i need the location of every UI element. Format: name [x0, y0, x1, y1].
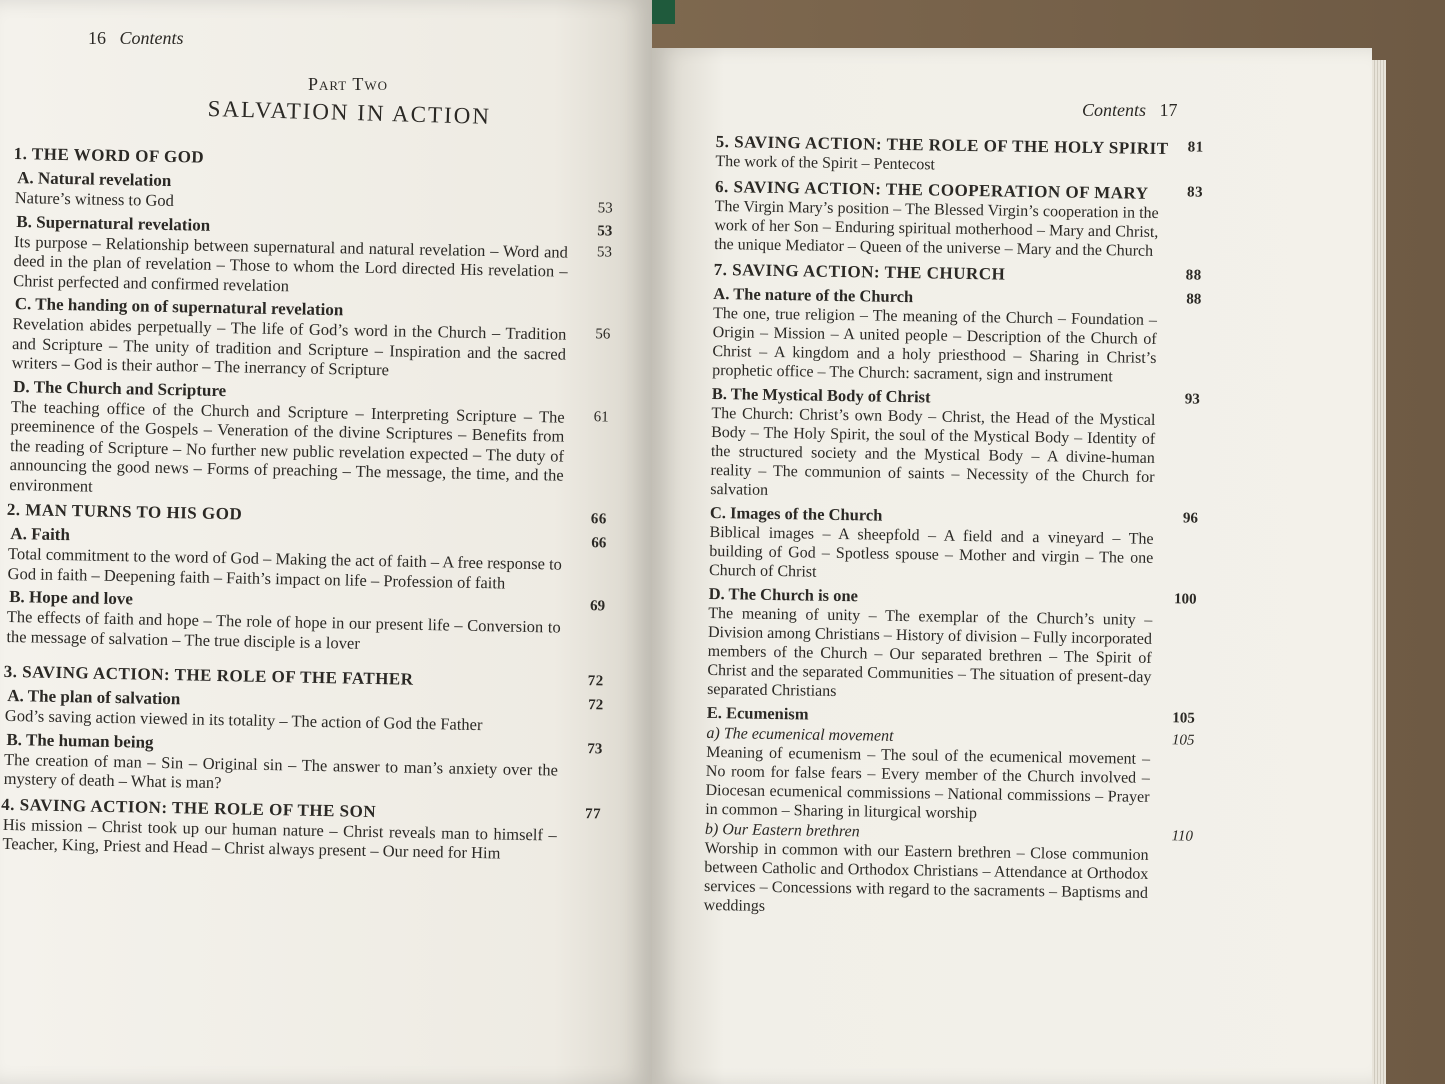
- page-number: 73: [587, 740, 603, 757]
- right-toc: [704, 126, 1204, 923]
- entry-text: B. Hope and love: [9, 586, 134, 609]
- entry-text: D. The Church and Scripture: [13, 376, 227, 400]
- entry-text: The Virgin Mary’s position – The Blessed Virgin’s cooperation in the work of her Son – Enduring spiritual motherhood – Mary and Christ, the unique Mediator – Queen of the universe – Mary and the Church: [714, 197, 1159, 260]
- page-number: 105: [1172, 710, 1195, 727]
- entry-text: God’s saving action viewed in its totality – The action of God the Father: [4, 705, 483, 735]
- entry-text: Worship in common with our Eastern brethren – Close communion between Catholic and Orthodox Christians – Attendance at Orthodox services – Concessions with regard to the sacraments – Baptisms and weddings: [703, 839, 1149, 915]
- right-page: [652, 48, 1372, 1084]
- right-page-header: [1082, 100, 1178, 121]
- entry-text: A. Natural revelation: [17, 168, 172, 191]
- entry-text: B. The human being: [6, 729, 154, 752]
- entry-text: The Church: Christ’s own Body – Christ, the Head of the Mystical Body – The Holy Spirit, the soul of the Mystical Body – Identity of the structured society and the Mystical Body – A divine-human reality – The communion of saints – Necessity of the Church for salvation: [710, 404, 1156, 499]
- entry-text: The meaning of unity – The exemplar of the Church’s unity – Division among Christians – History of division – Fully incorporated members of the Church – Our separated brethren – The Spirit of Christ and the separated Communities – The situation of present-day separated Christians: [707, 604, 1153, 700]
- topic-list: [709, 523, 1198, 588]
- page-number: 53: [597, 200, 613, 217]
- page-number: 93: [1184, 391, 1200, 408]
- page-number: 81: [1187, 139, 1204, 156]
- topic-list: [11, 314, 610, 384]
- right-page-number: 17: [1159, 100, 1178, 120]
- chapter-heading: [714, 260, 1202, 288]
- entry-text: a) The ecumenical movement: [706, 724, 894, 745]
- entry-text: E. Ecumenism: [706, 702, 809, 724]
- entry-text: 3. SAVING ACTION: THE ROLE OF THE FATHER: [3, 661, 414, 689]
- page-number: 88: [1185, 267, 1202, 284]
- page-number: 66: [591, 535, 607, 552]
- page-number: 83: [1186, 184, 1204, 201]
- entry-text: Total commitment to the word of God – Making the act of faith – A free response to God in faith – Deepening faith – Faith’s impact on life – Profession of faith: [7, 543, 563, 593]
- part-label: Part Two: [308, 74, 389, 94]
- page-number: 61: [593, 408, 609, 425]
- entry-text: Meaning of ecumenism – The soul of the ecumenical movement – No room for false fears – Every member of the Church involved – Diocesan ecumenical commissions – National commissions – Prayer in common – Sharing in liturgical worship: [705, 743, 1151, 823]
- page-number: 88: [1186, 291, 1202, 308]
- left-page-number: 16: [88, 28, 106, 48]
- page-number: 72: [587, 673, 604, 690]
- entry-text: 6. SAVING ACTION: THE COOPERATION OF MARY: [714, 176, 1149, 203]
- page-number: 53: [596, 243, 613, 260]
- left-toc: [0, 138, 614, 865]
- page-number: 100: [1173, 591, 1197, 608]
- page-number: 72: [588, 697, 604, 714]
- entry-text: 1. THE WORD OF GOD: [13, 143, 205, 167]
- entry-text: Its purpose – Relationship between supernatural and natural revelation – Word and deed in the plan of revelation – Those to whom the Lord directed His revelation – Christ perfected and confirmed revelation: [13, 231, 569, 295]
- entry-text: B. The Mystical Body of Christ: [711, 383, 931, 407]
- page-number: 77: [584, 805, 602, 822]
- right-running-title: Contents: [1082, 100, 1147, 120]
- page-edges: [1372, 60, 1386, 1084]
- topic-list: [705, 743, 1194, 827]
- entry-text: A. Faith: [10, 524, 71, 545]
- entry-text: The work of the Spirit – Pentecost: [715, 152, 936, 174]
- page-number: 110: [1171, 828, 1194, 845]
- entry-text: A. The nature of the Church: [713, 283, 914, 307]
- left-page-header: [88, 28, 184, 49]
- left-page: [0, 0, 652, 1084]
- entry-text: C. Images of the Church: [709, 502, 883, 525]
- page-number: 69: [589, 598, 606, 615]
- page-number: 105: [1171, 732, 1195, 749]
- page-number: 53: [597, 222, 613, 240]
- entry-text: 2. MAN TURNS TO HIS GOD: [6, 499, 243, 524]
- entry-text: 7. SAVING ACTION: THE CHURCH: [713, 259, 1006, 284]
- entry-text: b) Our Eastern brethren: [704, 820, 860, 841]
- page-number: 66: [590, 511, 607, 528]
- topic-list: [9, 396, 609, 505]
- entry-text: His mission – Christ took up our human nature – Christ reveals man to himself – Teacher, King, Priest and Head – Christ always present – Our need for Him: [2, 814, 557, 863]
- topic-list: [707, 604, 1196, 707]
- entry-text: The effects of faith and hope – The role of hope in our present life – Conversion to the message of salvation – The true disciple is a lover: [6, 606, 561, 653]
- topic-list: [714, 197, 1203, 262]
- topic-list: [712, 304, 1201, 388]
- entry-text: The one, true religion – The meaning of the Church – Foundation – Origin – Mission – A united people – Description of the Church of Christ – A kingdom and a holy priesthood – Sharing in Christ’s prophetic office – The Church: sacrament, sign and instrument: [712, 304, 1158, 386]
- entry-text: The teaching office of the Church and Scripture – Interpreting Scripture – The preeminence of the Gospels – Veneration of the divine Scriptures – Benefits from the reading of Scripture – No further new public revelation expected – The duty of announcing the good news – Forms of preaching – The message, the time, and the environment: [9, 396, 565, 496]
- topic-list: [710, 404, 1199, 507]
- page-number: 56: [595, 326, 611, 343]
- entry-text: Revelation abides perpetually – The life of God’s word in the Church – Tradition and Scripture – The unity of tradition and Scripture – Inspiration and the sacred writers – God is their author – The inerrancy of Scripture: [11, 314, 567, 380]
- page-number: 96: [1182, 510, 1199, 527]
- topic-list: [13, 232, 612, 302]
- entry-text: B. Supernatural revelation: [16, 211, 211, 235]
- entry-text: The creation of man – Sin – Original sin – The answer to man’s anxiety over the mystery of death – What is man?: [3, 749, 559, 793]
- entry-text: 5. SAVING ACTION: THE ROLE OF THE HOLY SPIRIT: [715, 131, 1169, 159]
- entry-text: Nature’s witness to God: [14, 188, 175, 211]
- entry-text: D. The Church is one: [708, 583, 859, 606]
- topic-list: [704, 839, 1193, 923]
- entry-text: A. The plan of salvation: [7, 685, 181, 709]
- part-title: SALVATION IN ACTION: [207, 96, 492, 129]
- entry-text: 4. SAVING ACTION: THE ROLE OF THE SON: [1, 794, 377, 821]
- entry-text: C. The handing on of supernatural revelation: [14, 294, 344, 320]
- left-running-title: Contents: [119, 28, 184, 48]
- entry-text: Biblical images – A sheepfold – A field and a vineyard – The building of God – Spotless spouse – Mother and virgin – The one Church of Christ: [708, 523, 1154, 581]
